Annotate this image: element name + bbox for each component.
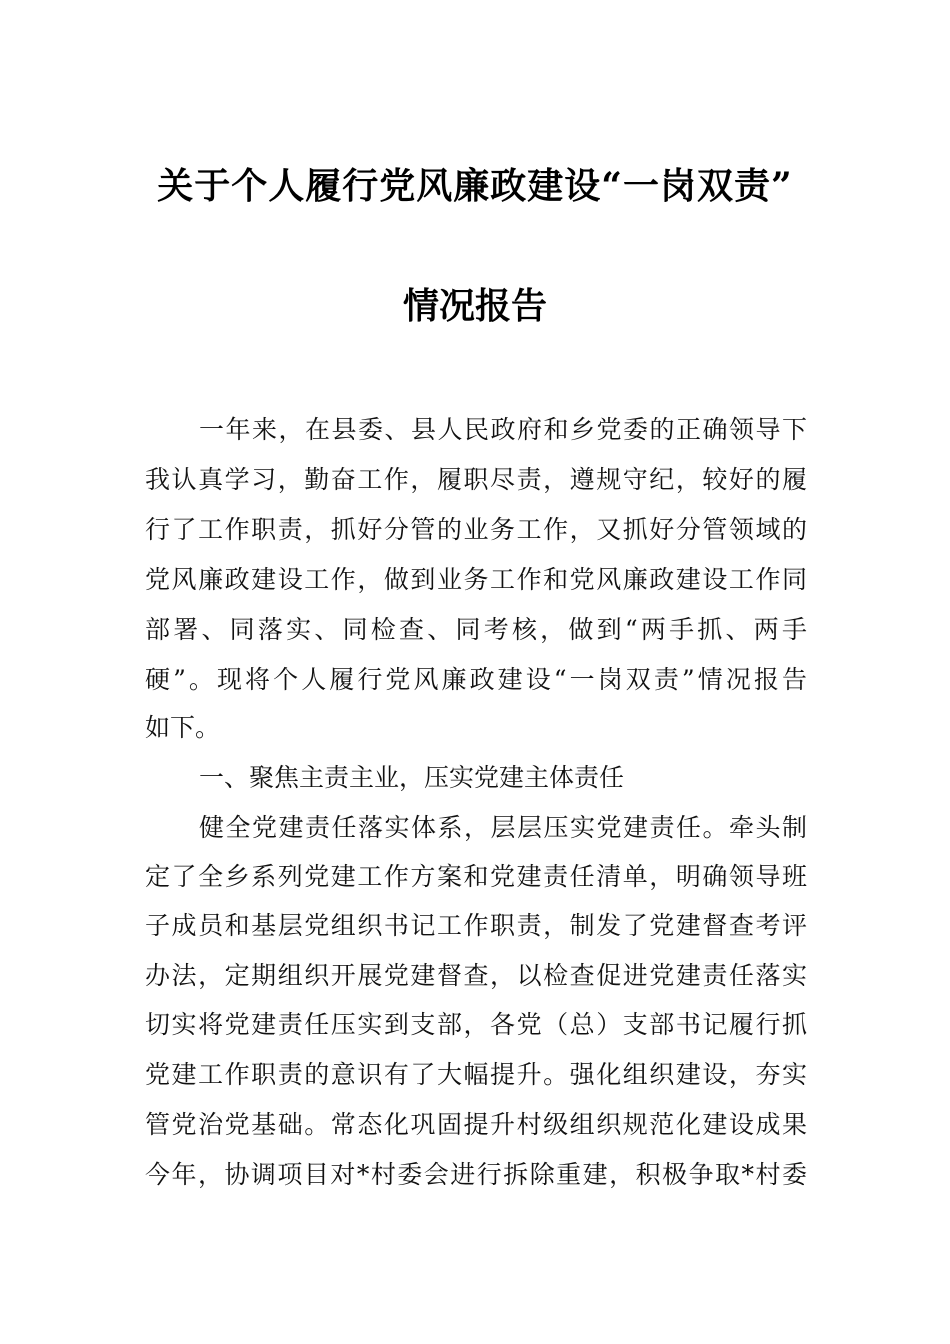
- paragraph-line: 子成员和基层党组织书记工作职责，制发了党建督查考评: [145, 911, 807, 940]
- paragraph-line: 一年来，在县委、县人民政府和乡党委的正确领导下: [199, 415, 807, 444]
- paragraph-line: 定了全乡系列党建工作方案和党建责任清单，明确领导班: [145, 862, 807, 891]
- paragraph-line: 我认真学习，勤奋工作，履职尽责，遵规守纪，较好的履: [145, 465, 807, 494]
- paragraph-line: 管党治党基础。常态化巩固提升村级组织规范化建设成果: [145, 1110, 807, 1139]
- paragraph-line: 行了工作职责，抓好分管的业务工作，又抓好分管领域的: [145, 515, 807, 544]
- paragraph-line: 党建工作职责的意识有了大幅提升。强化组织建设，夯实: [145, 1060, 807, 1089]
- section-heading: 一、聚焦主责主业，压实党建主体责任: [199, 763, 625, 792]
- document-title-line-1: 关于个人履行党风廉政建设“一岗双责”: [157, 165, 793, 207]
- paragraph-line: 今年，协调项目对*村委会进行拆除重建，积极争取*村委: [145, 1160, 807, 1189]
- paragraph-line: 如下。: [145, 713, 221, 742]
- paragraph-line: 部署、同落实、同检查、同考核，做到“两手抓、两手: [145, 615, 807, 644]
- paragraph-line: 硬”。现将个人履行党风廉政建设“一岗双责”情况报告: [145, 665, 807, 694]
- paragraph-line: 健全党建责任落实体系，层层压实党建责任。牵头制: [199, 813, 807, 842]
- paragraph-line: 办法，定期组织开展党建督查，以检查促进党建责任落实: [145, 961, 807, 990]
- paragraph-line: 党风廉政建设工作，做到业务工作和党风廉政建设工作同: [145, 565, 807, 594]
- paragraph-line: 切实将党建责任压实到支部，各党（总）支部书记履行抓: [145, 1010, 807, 1039]
- document-title-line-2: 情况报告: [402, 285, 547, 327]
